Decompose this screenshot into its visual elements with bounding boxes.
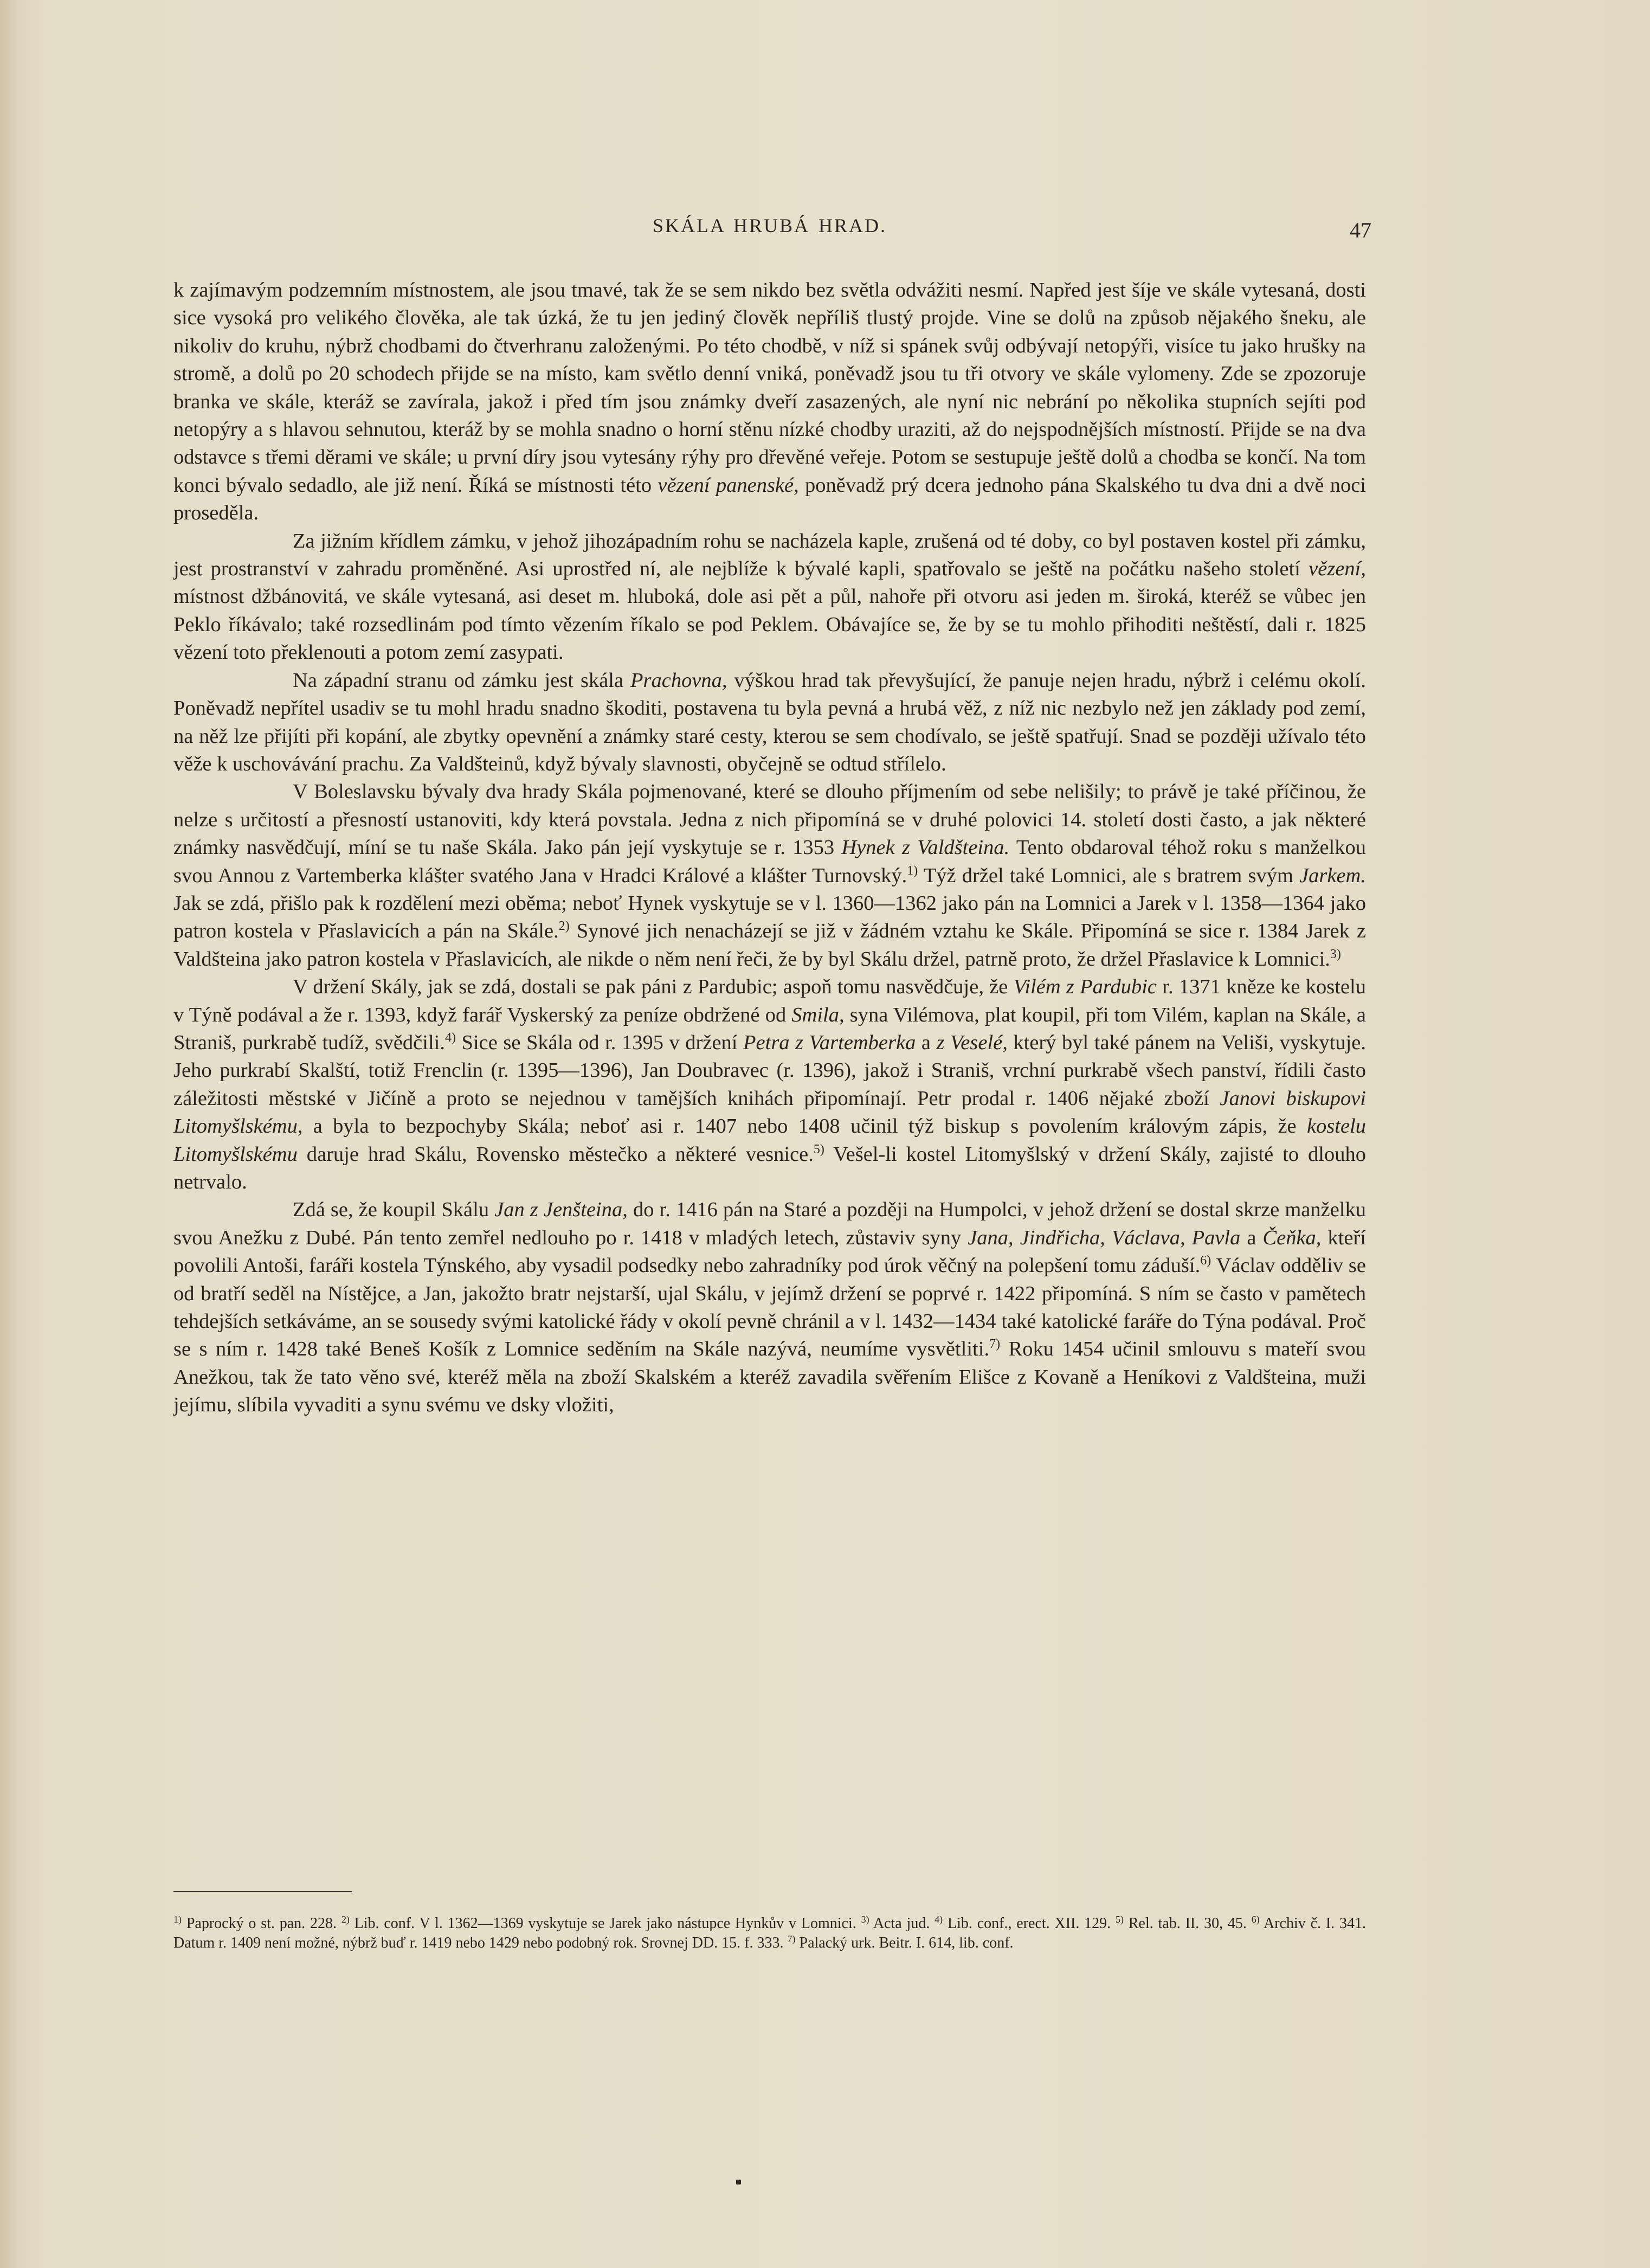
footnote-number: 4) xyxy=(934,1914,943,1925)
footnote-ref: 7) xyxy=(989,1337,1001,1352)
footnote-ref: 5) xyxy=(813,1142,824,1157)
text-run: Na západní stranu od zámku jest skála xyxy=(293,669,630,692)
page-header xyxy=(173,214,1371,242)
body-paragraph xyxy=(173,277,1366,528)
text-run: V Boleslavsku bývaly dva hrady Skála pojmenované, které se dlouho příjmením od sebe nelišily; to právě je také příčinou, že nelze s určitostí a přesností ustanoviti, kdy která povstala. Jedna z nich připomíná se v druhé polovici 14. století dosti často, a jak některé známky nasvědčují, míní se tu naše Skála. Jako pán její vyskytuje se r. 1353 xyxy=(173,780,1366,859)
footnote-number: 6) xyxy=(1251,1914,1260,1925)
italic-run: vězení panenské, xyxy=(658,473,799,497)
italic-run: Čeňka, xyxy=(1262,1226,1322,1249)
running-title: SKÁLA HRUBÁ HRAD. xyxy=(652,215,887,236)
text-run: Václav odděliv se od bratří seděl na Nístějce, a Jan, jakožto bratr nejstarší, ujal Skálu, v jejímž držení se poprvé r. 1422 připomíná. S ním se často v pamětech tehdejších setkáváme, an se sousedy svými katolické řády v okolí pevně chránil a v l. 1432—1434 také katolické faráře do Týna podával. Proč se s ním r. 1428 také Beneš Košík z Lomnice seděním na Skále nazývá, neumíme vysvětliti. xyxy=(173,1254,1366,1361)
text-run: který byl také pánem na Veliši, vyskytuje. Jeho purkrabí Skalští, totiž Frenclin (r. 1395—1396), Jan Doubravec (r. 1396), jakož i Straniš, vrchní purkrabě všech panství, řídili často záležitosti městské v Jičíně a proto se nejednou v tamějších knihách připomínají. Petr prodal r. 1406 nějaké zboží xyxy=(173,1031,1366,1110)
text-run: r. 1371 kněze ke kostelu v Týně podával a že r. 1393, když farář Vyskerský za peníze obdržené od xyxy=(173,975,1366,1026)
italic-run: Janovi biskupovi Litomyšlskému, xyxy=(173,1087,1366,1138)
footnote xyxy=(341,1915,861,1932)
footnote-ref: 3) xyxy=(1330,947,1341,961)
footnote-ref: 2) xyxy=(558,919,570,934)
footnote xyxy=(173,1915,341,1932)
italic-run: Jana, Jindřicha, Václava, Pavla xyxy=(968,1226,1241,1249)
footnote-text: Acta jud. xyxy=(869,1915,935,1932)
footnote xyxy=(934,1915,1116,1932)
footnote-rule xyxy=(173,1891,352,1892)
footnote-number: 5) xyxy=(1116,1914,1124,1925)
text-run: Synové jich nenacházejí se již v žádném vztahu ke Skále. Připomíná se sice r. 1384 Jarek z Valdšteina jako patron kostela v Přaslavicích, ale nikde o něm není řeči, že by byl Skálu držel, patrně proto, že držel Přaslavice k Lomnici. xyxy=(173,920,1366,971)
footnote-text: Lib. conf., erect. XII. 129. xyxy=(943,1915,1116,1932)
footnote-number: 1) xyxy=(173,1914,182,1925)
italic-run: Prachovna, xyxy=(630,669,727,692)
text-run: a xyxy=(916,1031,937,1054)
text-run: a xyxy=(1240,1226,1263,1249)
text-run: V držení Skály, jak se zdá, dostali se pak páni z Pardubic; aspoň tomu nasvědčuje, že xyxy=(293,975,1014,999)
italic-run: vězení, xyxy=(1309,557,1366,581)
text-run: daruje hrad Skálu, Rovensko městečko a některé vesnice. xyxy=(297,1142,814,1166)
printer-mark xyxy=(736,2180,741,2185)
italic-run: Hynek z Valdšteina. xyxy=(841,836,1010,859)
text-run: místnost džbánovitá, ve skále vytesaná, asi deset m. hluboká, dole asi pět a půl, nahoře při otvoru asi jeden m. široká, kteréž se vůbec jen Peklo říkávalo; také rozsedlinám pod tímto vězením říkalo se pod Peklem. Obávajíce se, že by se tu mohlo přihoditi neštěstí, dali r. 1825 vězení toto překlenouti a potom zemí zasypati. xyxy=(173,585,1366,664)
text-run: k zajímavým podzemním místnostem, ale jsou tmavé, tak že se sem nikdo bez světla odvážiti nesmí. Napřed jest šíje ve skále vytesaná, dosti sice vysoká pro velikého člověka, ale tak úzká, že tu jen jediný člověk nepříliš tlustý projde. Vine se dolů na způsob nějakého šneku, ale nikoliv do kruhu, nýbrž chodbami do čtverhranu založenými. Po této chodbě, v níž si spánek svůj odbývají netopýři, visíce tu jako hrušky na stromě, a dolů po 20 schodech přijde se na místo, kam světlo denní vniká, poněvadž jsou tu tři otvory ve skále vylomeny. Zde se zpozoruje branka ve skále, kteráž se zavírala, jakož i před tím jsou známky dveří zasazených, ale nyní nic nebrání po několika stupních sejíti pod netopýry a s hlavou sehnutou, kteráž by se mohla snadno o horní stěnu nízké chodby uraziti, až do nejspodnějších místností. Přijde se na dva odstavce s třemi děrami ve skále; u první díry jsou vytesány rýhy pro dřevěné veřeje. Potom se sestupuje ještě dolů a chodba se končí. Na tom konci bývalo sedadlo, ale již není. Říká se místnosti této xyxy=(173,279,1366,497)
footnote-ref: 4) xyxy=(445,1030,456,1045)
body-paragraph xyxy=(173,778,1366,973)
footnote-ref: 6) xyxy=(1200,1254,1211,1268)
footnote-text: Paprocký o st. pan. 228. xyxy=(182,1915,341,1932)
footnote-ref: 1) xyxy=(907,863,918,878)
footnote-number: 7) xyxy=(787,1933,796,1944)
italic-run: Smila, xyxy=(791,1003,845,1026)
footnote xyxy=(1116,1915,1252,1932)
body-paragraph xyxy=(173,528,1366,667)
footnote-text: Archiv č. I. 341. Datum r. 1409 není možné, nýbrž buď r. 1419 nebo 1429 nebo podobný rok. Srovnej DD. 15. f. 333. xyxy=(173,1915,1366,1951)
text-run: Za jižním křídlem zámku, v jehož jihozápadním rohu se nacházela kaple, zrušená od té doby, co byl postaven kostel při zámku, jest prostranství v zahradu proměněné. Asi uprostřed ní, ale nejblíže k bývalé kapli, spatřovalo se ještě na počátku našeho století xyxy=(173,529,1366,581)
text-run: poněvadž prý dcera jednoho pána Skalského tu dva dni a dvě noci proseděla. xyxy=(173,473,1366,525)
text-run: Jak se zdá, přišlo pak k rozdělení mezi oběma; neboť Hynek vyskytuje se v l. 1360—1362 jako pán na Lomnici a Jarek v l. 1358—1364 jako patron kostela v Přaslavicích a pán na Skále. xyxy=(173,891,1366,943)
footnote-text: Lib. conf. V l. 1362—1369 vyskytuje se Jarek jako nástupce Hynkův v Lomnici. xyxy=(349,1915,861,1932)
text-run: výškou hrad tak převyšující, že panuje nejen hradu, nýbrž i celému okolí. Poněvadž nepřítel usadiv se tu mohl hradu snadno škoditi, postavena tu byla pevná a hrubá věž, z níž nic nezbylo než jen základy pod zemí, na něž lze přijíti při kopání, ale zbytky opevnění a známky staré cesty, kterou se sem chodívalo, se ještě spatřují. Snad se později užívalo této věže k uschovávání prachu. Za Valdšteinů, když bývaly slavnosti, obyčejně se odtud střílelo. xyxy=(173,669,1366,775)
body-paragraph xyxy=(173,1196,1366,1419)
text-run: a byla to bezpochyby Skála; neboť asi r. 1407 nebo 1408 učinil týž biskup s povolením královým zápis, že xyxy=(302,1115,1307,1138)
text-run: syna Vilémova, plat koupil, při tom Vilém, kaplan na Skále, a Straniš, purkrabě tudíž, svědčili. xyxy=(173,1003,1366,1054)
italic-run: Jarkem. xyxy=(1299,864,1366,887)
italic-run: z Veselé, xyxy=(936,1031,1008,1054)
text-run: Roku 1454 učinil smlouvu s mateří svou Anežkou, tak že tato věno své, kteréž měla na zboží Skalském a kteréž zavadila svěřením Elišce z Kovaně a Heníkovi z Valdšteina, muži jejímu, slíbila vyvaditi a synu svému ve dsky vložiti, xyxy=(173,1338,1366,1417)
text-run: Tento obdaroval téhož roku s manželkou svou Annou z Vartemberka klášter svatého Jana v Hradci Králové a klášter Turnovský. xyxy=(173,836,1366,887)
footnote-number: 2) xyxy=(341,1914,350,1925)
footnote-text: Palacký urk. Beitr. I. 614, lib. conf. xyxy=(795,1935,1014,1951)
italic-run: Vilém z Pardubic xyxy=(1013,975,1157,999)
footnotes xyxy=(173,1914,1366,1953)
text-run: Zdá se, že koupil Skálu xyxy=(293,1198,495,1222)
italic-run: kostelu Litomyšlskému xyxy=(173,1115,1366,1166)
footnote xyxy=(861,1915,935,1932)
main-text xyxy=(173,277,1366,1419)
italic-run: Petra z Vartemberka xyxy=(743,1031,916,1054)
footnote-text: Rel. tab. II. 30, 45. xyxy=(1124,1915,1252,1932)
italic-run: Jan z Jenšteina, xyxy=(494,1198,628,1222)
text-run: Týž držel také Lomnici, ale s bratrem svým xyxy=(918,864,1300,887)
text-run: Vešel-li kostel Litomyšlský v držení Skály, zajisté to dlouho netrvalo. xyxy=(173,1142,1366,1193)
text-run: Sice se Skála od r. 1395 v držení xyxy=(456,1031,744,1054)
body-paragraph xyxy=(173,973,1366,1196)
footnote-number: 3) xyxy=(861,1914,869,1925)
footnote xyxy=(788,1935,1014,1951)
text-run: kteří povolili Antoši, faráři kostela Týnského, aby vysadil podsedky nebo zahradníky pod úrok věčný na polepšení tomu záduší. xyxy=(173,1226,1366,1277)
text-run: do r. 1416 pán na Staré a později na Humpolci, v jehož držení se dostal skrze manželku svou Anežku z Dubé. Pán tento zemřel nedlouho po r. 1418 v mladých letech, zůstaviv syny xyxy=(173,1198,1366,1249)
page-number: 47 xyxy=(1350,218,1371,242)
body-paragraph xyxy=(173,667,1366,779)
